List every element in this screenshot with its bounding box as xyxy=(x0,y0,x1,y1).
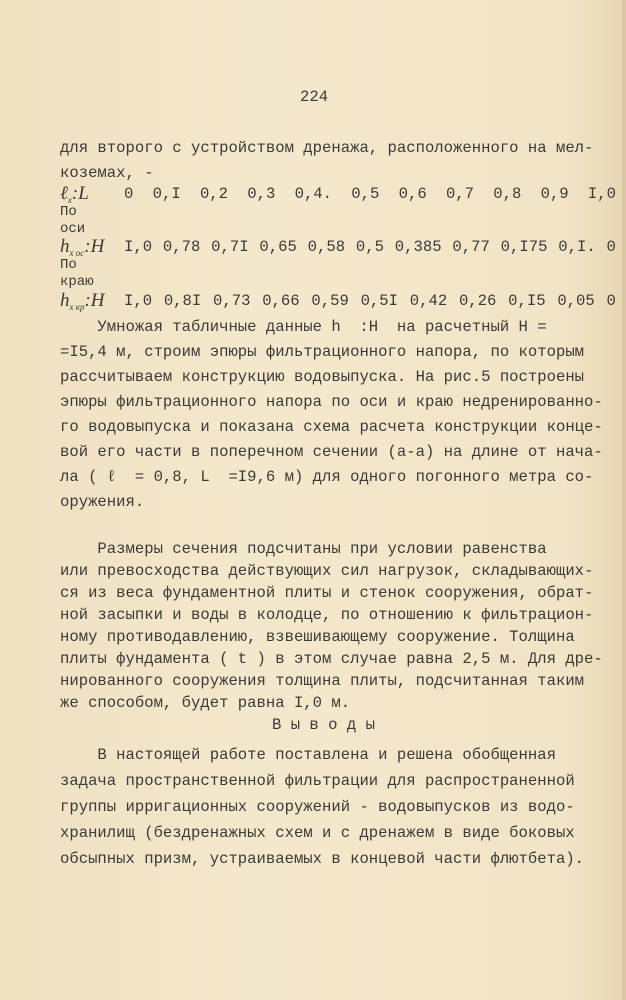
table-cell: 0,I xyxy=(152,185,181,203)
paragraph-line: нированного сооружения толщина плиты, подсчитанная таким xyxy=(60,672,585,690)
page-edge xyxy=(622,0,626,1000)
table-cell: I,0 xyxy=(124,238,153,256)
variable-symbol: ℓ$_x$:L xyxy=(60,183,89,205)
paragraph-line: группы ирригационных сооружений - водовыпусков из водо- xyxy=(60,798,575,816)
table-cell: 0,5 xyxy=(351,185,380,203)
paragraph-line: плиты фундамента ( t ) в этом случае равна 2,5 м. Для дре- xyxy=(60,650,603,668)
row-label: По xyxy=(60,204,77,220)
table-cell: 0,5 xyxy=(355,238,384,256)
row-label: оси xyxy=(60,221,86,237)
table-cell: 0,7I xyxy=(211,238,249,256)
paragraph-line: оружения. xyxy=(60,493,145,511)
text-line: коземах, - xyxy=(60,164,154,182)
page-number: 224 xyxy=(300,88,329,106)
table-cell: 0,3 xyxy=(247,185,276,203)
table-cell: 0,5I xyxy=(360,292,399,310)
paragraph-line: =I5,4 м, строим эпюры фильтрационного напора, по которым xyxy=(60,343,585,361)
variable-symbol: $h_{x ос}:H$ xyxy=(60,236,105,258)
table-row-axis xyxy=(0,238,626,256)
table-cell: I,0 xyxy=(587,185,616,203)
table-cell: 0,8I xyxy=(163,292,202,310)
paragraph-line: Размеры сечения подсчитаны при условии равенства xyxy=(60,540,547,558)
table-row-edge xyxy=(0,292,626,310)
text-line: для второго с устройством дренажа, расположенного на мел- xyxy=(60,139,594,157)
table-cells xyxy=(124,185,616,203)
paragraph-line: же способом, будет равна I,0 м. xyxy=(60,694,351,712)
variable-symbol: $h_{x кр}:H$ xyxy=(60,290,105,312)
table-cell: 0,77 xyxy=(452,238,490,256)
table-cell: 0,59 xyxy=(311,292,349,310)
table-cell: 0,26 xyxy=(458,292,497,310)
row-label: По xyxy=(60,257,77,273)
paragraph-line: задача пространственной фильтрации для распространенной xyxy=(60,772,575,790)
table-cell: 0 xyxy=(124,185,134,203)
table-cell: 0,385 xyxy=(394,238,442,256)
table-cell: 0,05 xyxy=(557,292,595,310)
table-cell: 0,I5 xyxy=(508,292,546,310)
paragraph-line: хранилищ (бездренажных схем и с дренажем в виде боковых xyxy=(60,824,575,842)
table-cell: 0,8 xyxy=(493,185,522,203)
paragraph-line: вой его части в поперечном сечении (а-а) на длине от нача- xyxy=(60,443,603,461)
row-label: краю xyxy=(60,274,94,290)
table-cell: 0,7 xyxy=(445,185,475,203)
paragraph-line: ной засыпки и воды в колодце, по отношению к фильтрацион- xyxy=(60,606,594,624)
paragraph-line: ла ( ℓ = 0,8, L =I9,6 м) для одного погонного метра со- xyxy=(60,468,594,486)
table-cell: 0,66 xyxy=(262,292,300,310)
section-heading: В ы в о д ы xyxy=(272,716,375,734)
table-row-x xyxy=(0,185,626,203)
table-cell: I,0 xyxy=(124,292,153,310)
table-cell: 0,I. xyxy=(558,238,596,256)
table-cell: 0,58 xyxy=(307,238,346,256)
paragraph-line: ся из веса фундаментной плиты и стенок сооружения, обрат- xyxy=(60,584,594,602)
table-cell: 0,42 xyxy=(409,292,448,310)
table-cell: 0,4. xyxy=(294,185,333,203)
paragraph-line: В настоящей работе поставлена и решена обобщенная xyxy=(60,746,556,764)
paragraph-line: Умножая табличные данные h :H на расчетный H = xyxy=(60,318,547,336)
paragraph-line: эпюры фильтрационного напора по оси и краю недренированно- xyxy=(60,393,603,411)
table-cell: 0,I75 xyxy=(500,238,548,256)
table-cell: 0 xyxy=(606,292,616,310)
table-cell: 0,6 xyxy=(398,185,427,203)
table-cell: 0 xyxy=(606,238,616,256)
table-cell: 0,65 xyxy=(259,238,297,256)
paragraph-line: обсыпных призм, устраиваемых в концевой части флютбета). xyxy=(60,850,585,868)
table-cells xyxy=(124,238,616,256)
paragraph-line: ному противодавлению, взвешивающему сооружение. Толщина xyxy=(60,628,575,646)
table-cell: 0,2 xyxy=(199,185,229,203)
table-cell: 0,9 xyxy=(540,185,569,203)
paragraph-line: или превосходства действующих сил нагрузок, складывающих- xyxy=(60,562,594,580)
table-cells xyxy=(124,292,616,310)
paragraph-line: рассчитываем конструкцию водовыпуска. На рис.5 построены xyxy=(60,368,585,386)
paragraph-line: го водовыпуска и показана схема расчета конструкции конце- xyxy=(60,418,603,436)
table-cell: 0,78 xyxy=(162,238,201,256)
table-cell: 0,73 xyxy=(213,292,251,310)
